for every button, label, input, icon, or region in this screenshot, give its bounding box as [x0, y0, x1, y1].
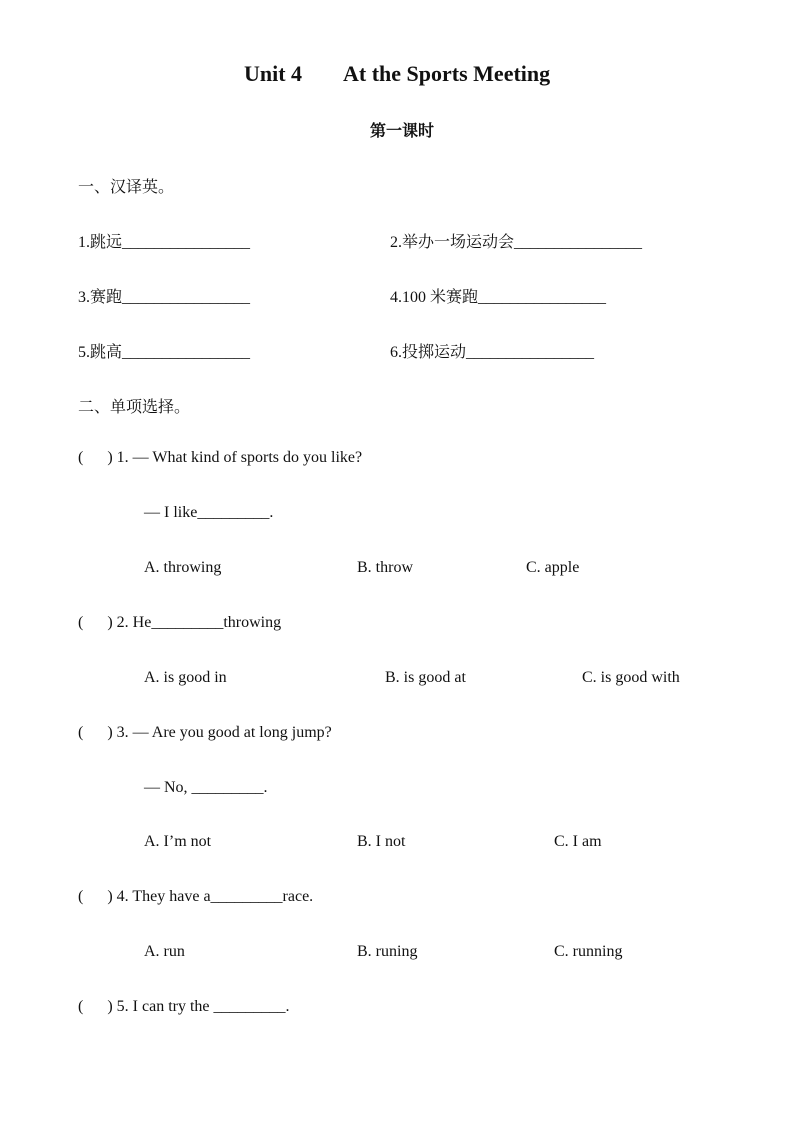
translation-item-4: 4.100 米赛跑________________ [390, 289, 607, 306]
question-2-option-c: C. is good with [582, 669, 680, 686]
question-3-option-a: A. I’m not [144, 833, 212, 850]
question-4-option-c: C. running [554, 943, 623, 960]
translation-item-2: 2.举办一场运动会________________ [390, 234, 643, 251]
question-4-option-b: B. runing [357, 943, 418, 960]
section2-heading: 二、单项选择。 [78, 399, 191, 416]
question-1-option-c: C. apple [526, 559, 580, 576]
question-1-option-a: A. throwing [144, 559, 222, 576]
question-1-answer-line: — I like_________. [144, 504, 274, 521]
unit-number: Unit 4 [244, 61, 303, 86]
translation-item-5: 5.跳高________________ [78, 344, 251, 361]
question-4-stem: ( ) 4. They have a_________race. [78, 888, 314, 905]
question-2-stem: ( ) 2. He_________throwing [78, 614, 282, 631]
section1-heading: 一、汉译英。 [78, 179, 175, 196]
worksheet-title: At the Sports Meeting [343, 61, 551, 86]
question-3-answer-line: — No, _________. [144, 779, 268, 796]
translation-item-6: 6.投掷运动________________ [390, 344, 595, 361]
translation-item-3: 3.赛跑________________ [78, 289, 251, 306]
question-3-option-b: B. I not [357, 833, 406, 850]
lesson-label: 第一课时 [370, 123, 435, 140]
question-4-option-a: A. run [144, 943, 185, 960]
question-1-stem: ( ) 1. — What kind of sports do you like? [78, 449, 363, 466]
question-3-option-c: C. I am [554, 833, 602, 850]
question-2-option-b: B. is good at [385, 669, 466, 686]
question-3-stem: ( ) 3. — Are you good at long jump? [78, 724, 332, 741]
question-1-option-b: B. throw [357, 559, 413, 576]
question-2-option-a: A. is good in [144, 669, 227, 686]
question-5-stem: ( ) 5. I can try the _________. [78, 998, 290, 1015]
translation-item-1: 1.跳远________________ [78, 234, 251, 251]
